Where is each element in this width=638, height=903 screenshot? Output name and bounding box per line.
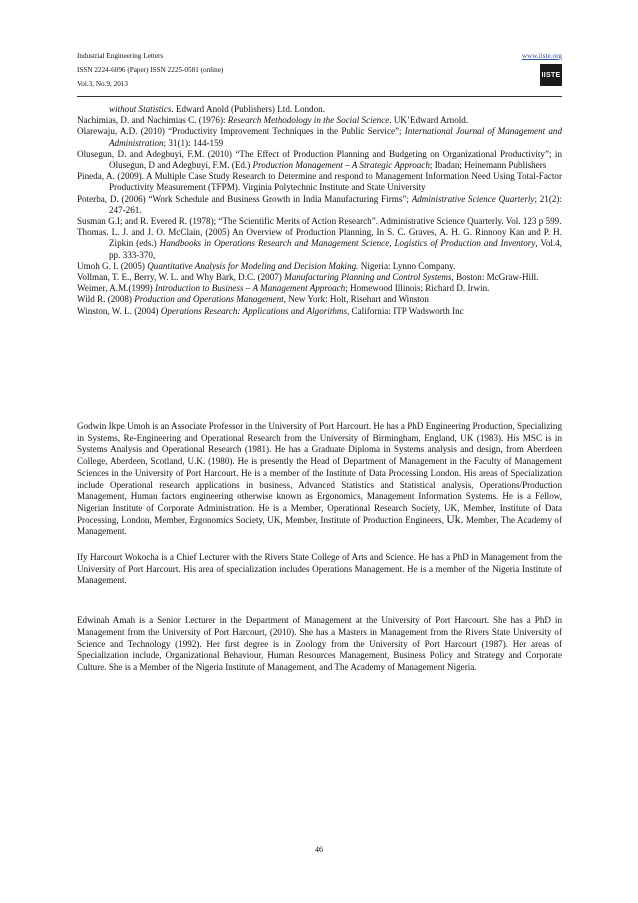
text-run: Uk. xyxy=(446,513,464,526)
text-run: Olusegun, D. and Adegbuyi, F.M. (2010) “The Effect of Production Planning and Budgeting on Organizational Productivity”; in Olusegun, D and Adegbuyi, F.M. (Ed.) xyxy=(77,148,562,171)
italic-title: International Journal of Management and Administration xyxy=(109,126,562,148)
italic-title: Handbooks in Operations Research and Management Science xyxy=(159,238,390,249)
text-run: Poterba, D. (2006) “Work Schedule and Business Growth in India Manufacturing Firms”; xyxy=(77,193,412,204)
journal-url-link[interactable]: www.iiste.org xyxy=(521,52,562,60)
author-bio xyxy=(77,552,562,587)
header-divider xyxy=(77,96,562,97)
italic-title: Research Methodology in the Social Science xyxy=(227,115,390,126)
text-run: Winston, W. L. (2004) xyxy=(77,305,161,316)
reference-entry xyxy=(77,126,562,148)
italic-title: without Statistics xyxy=(109,104,172,114)
text-run: Weimer, A.M.(1999) xyxy=(77,283,155,294)
text-run: Godwin Ikpe Umoh is an Associate Professor in the University of Port Harcourt. He has a PhD Engineering Production, Specializing in Systems, Re-Engineering and Operational Research from the University of Birmingham, England, UK (1983). His MSC is in Systems Analysis and Operational Research (1981). He has a Graduate Diploma in Systems analysis and design, from Aberdeen College, Aberdeen, Scotland, U.K. (1980). He is presently the Head of Department of Management in the Faculty of Management Sciences in the University of Port Harcourt. He is a member of the Institute of Data Processing London. His areas of Specialization include Operational research applications in business, Advanced Statistics and Statistical analysis, Operations/Production Management, Human factors engineering otherwise known as Ergonomics, Management Information Systems. He is a Fellow, Nigerian Institute of Corporate Administration. He is a Member, Operational Research Society, UK, Member, Institute of Data Processing, London, Member, Ergonomics Society, UK, Member, Institute of Production Engineers, xyxy=(77,421,562,525)
reference-entry xyxy=(77,149,562,171)
text-run: Thomas. L. J. and J. O. McClain, (2005) An Overview of Production Planning, In S. C. Graves, A. H. G. Rinnooy Kan and P. H. Zipkin (eds.) xyxy=(77,227,562,249)
reference-entry xyxy=(77,294,562,305)
reference-entry xyxy=(77,272,562,283)
author-biographies xyxy=(77,421,562,674)
italic-title: Production and Operations Management xyxy=(134,294,284,305)
italic-title: Quantitative Analysis for Modeling and Decision Making. xyxy=(147,260,359,271)
text-run: Olarewaju, A.D. (2010) “Productivity Improvement Techniques in the Public Service”; xyxy=(77,126,405,137)
reference-entry xyxy=(77,306,562,317)
journal-header xyxy=(77,52,562,98)
reference-entry xyxy=(77,261,562,272)
journal-name: Industrial Engineering Letters xyxy=(77,52,164,60)
reference-entry xyxy=(77,216,562,227)
reference-list xyxy=(77,104,562,317)
text-run: , Vol.4, pp. 333-370, xyxy=(109,238,562,260)
text-run: ; Homewood Illinois; Richard D. Irwin. xyxy=(345,283,490,294)
text-run: Edwinah Amah is a Senior Lecturer in the Department of Management at the University of Port Harcourt. She has a PhD in Management from the University of Port Harcourt, (2010). She has a Masters in Management from the Rivers State University of Science and Technology (1992). Her first degree is in Zoology from the University of Port Harcourt (1987). Her areas of Specialization include, Organizational Behaviour, Human Resources Management, Business Policy and Strategy and Corporate Culture. She is a Member of the Nigeria Institute of Management, and The Academy of Management Nigeria. xyxy=(77,615,562,672)
italic-title: Logistics of Production and Inventory xyxy=(394,238,536,249)
text-run: Nigeria: Lynno Company. xyxy=(358,260,456,271)
text-run: ; Ibadan; Heinemann Publishers xyxy=(429,160,547,171)
text-run: Vollman, T. E., Berry, W. L. and Why Bark, D.C. (2007) xyxy=(77,272,285,283)
italic-title: Administrative Science Quarterly xyxy=(411,193,535,204)
text-run: Wild R. (2008) xyxy=(77,294,135,305)
journal-issn: ISSN 2224-6096 (Paper) ISSN 2225-0581 (online) xyxy=(77,66,224,74)
italic-title: Introduction to Business – A Management Approach xyxy=(154,283,346,294)
journal-volume: Vol.3, No.9, 2013 xyxy=(77,80,128,88)
italic-title: Manufacturing Planning and Control Systems xyxy=(284,272,452,283)
text-run: Member, The Academy of Management. xyxy=(77,514,562,537)
text-run: ; 31(1): 144-159 xyxy=(163,137,224,148)
text-run: Ify Harcourt Wokocha is a Chief Lecturer with the Rivers State College of Arts and Science. He has a PhD in Management from the University of Port Harcourt. His area of specialization includes Operations Management. He is a member of the Nigeria Institute of Management. xyxy=(77,552,562,586)
text-run: ; 21(2): 247-261. xyxy=(109,193,562,215)
reference-entry xyxy=(77,115,562,126)
page-number: 46 xyxy=(315,845,323,854)
text-run: . UK’Edward Arnold. xyxy=(389,115,469,126)
reference-entry xyxy=(77,104,562,115)
reference-entry xyxy=(77,171,562,193)
text-run: Pineda, A. (2009). A Multiple Case Study Research to Determine and respond to Management Information Need Using Total-Factor Productivity Measurement (TFPM). Virginia Polytechnic Institute and State University xyxy=(77,171,562,193)
text-run: Umoh G. I. (2005) xyxy=(77,260,148,271)
italic-title: Production Management – A Strategic Approach xyxy=(252,160,430,171)
iiste-logo: IISTE xyxy=(540,64,562,86)
author-bio xyxy=(77,615,562,674)
author-bio xyxy=(77,421,562,538)
text-run: , California: ITP Wadsworth Inc xyxy=(347,305,464,316)
text-run: , Boston: McGraw-Hill. xyxy=(451,272,539,283)
text-run: Susman G.I; and R. Evered R. (1978); “The Scientific Merits of Action Research”. Administrative Science Quarterly. Vol. 123 p 599. xyxy=(77,216,562,227)
reference-entry xyxy=(77,227,562,261)
text-run: , xyxy=(389,238,395,249)
text-run: . Edward Anold (Publishers) Ltd. London. xyxy=(171,104,325,114)
text-run: Nachimias, D. and Nachimias C. (1976): xyxy=(77,115,228,126)
reference-entry xyxy=(77,194,562,216)
text-run: , New York: Holt, Risehart and Winston xyxy=(283,294,429,305)
reference-entry xyxy=(77,283,562,294)
italic-title: Operations Research: Applications and Algorithms xyxy=(160,305,347,316)
